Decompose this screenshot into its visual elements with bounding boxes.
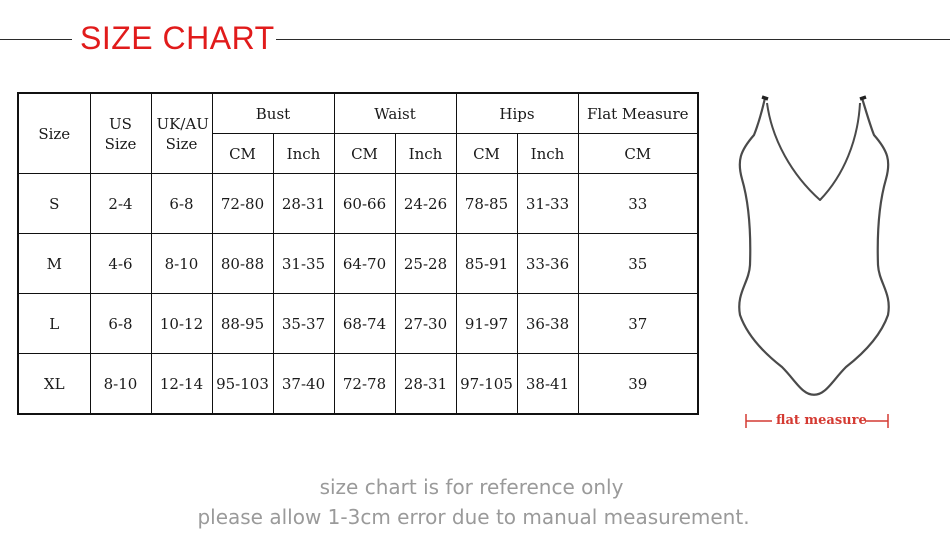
table-row (18, 354, 698, 415)
cell-bust-inch: 37-40 (273, 354, 334, 415)
cell-waist-cm: 68-74 (334, 294, 395, 354)
cell-uk-au-size: 12-14 (151, 354, 212, 415)
cell-bust-cm: 80-88 (212, 234, 273, 294)
cell-hips-cm: 91-97 (456, 294, 517, 354)
header-us-size: US Size (90, 93, 151, 174)
cell-uk-au-size: 6-8 (151, 174, 212, 234)
cell-waist-cm: 72-78 (334, 354, 395, 415)
table-row (18, 174, 698, 234)
header-size: Size (18, 93, 90, 174)
cell-hips-inch: 33-36 (517, 234, 578, 294)
table-row (18, 294, 698, 354)
unit-flat-cm: CM (578, 134, 698, 174)
cell-waist-inch: 24-26 (395, 174, 456, 234)
header-hips: Hips (456, 93, 578, 134)
header-flat-measure: Flat Measure (578, 93, 698, 134)
header-bust: Bust (212, 93, 334, 134)
cell-flat-cm: 39 (578, 354, 698, 415)
cell-waist-inch: 27-30 (395, 294, 456, 354)
cell-hips-cm: 78-85 (456, 174, 517, 234)
cell-us-size: 6-8 (90, 294, 151, 354)
cell-waist-cm: 60-66 (334, 174, 395, 234)
cell-size: M (18, 234, 90, 294)
cell-flat-cm: 35 (578, 234, 698, 294)
reference-note: size chart is for reference only (319, 475, 624, 499)
cell-hips-inch: 38-41 (517, 354, 578, 415)
unit-bust-cm: CM (212, 134, 273, 174)
cell-bust-cm: 95-103 (212, 354, 273, 415)
cell-hips-cm: 97-105 (456, 354, 517, 415)
cell-waist-cm: 64-70 (334, 234, 395, 294)
header-rule-left (0, 39, 72, 40)
table-row (18, 234, 698, 294)
header-waist: Waist (334, 93, 456, 134)
size-chart-table (17, 92, 699, 415)
cell-size: S (18, 174, 90, 234)
cell-hips-inch: 31-33 (517, 174, 578, 234)
cell-size: L (18, 294, 90, 354)
cell-flat-cm: 37 (578, 294, 698, 354)
cell-bust-inch: 35-37 (273, 294, 334, 354)
cell-uk-au-size: 10-12 (151, 294, 212, 354)
cell-size: XL (18, 354, 90, 415)
unit-waist-inch: Inch (395, 134, 456, 174)
cell-us-size: 2-4 (90, 174, 151, 234)
cell-bust-inch: 28-31 (273, 174, 334, 234)
header-uk-au-size: UK/AU Size (151, 93, 212, 174)
header-rule-right (276, 39, 950, 40)
unit-waist-cm: CM (334, 134, 395, 174)
cell-waist-inch: 28-31 (395, 354, 456, 415)
cell-bust-inch: 31-35 (273, 234, 334, 294)
header-row (18, 93, 698, 134)
cell-uk-au-size: 8-10 (151, 234, 212, 294)
page-title: SIZE CHART (80, 20, 275, 56)
unit-hips-cm: CM (456, 134, 517, 174)
cell-us-size: 8-10 (90, 354, 151, 415)
swimsuit-outline-icon (732, 95, 897, 400)
cell-waist-inch: 25-28 (395, 234, 456, 294)
cell-bust-cm: 72-80 (212, 174, 273, 234)
cell-us-size: 4-6 (90, 234, 151, 294)
unit-hips-inch: Inch (517, 134, 578, 174)
cell-flat-cm: 33 (578, 174, 698, 234)
cell-bust-cm: 88-95 (212, 294, 273, 354)
unit-bust-inch: Inch (273, 134, 334, 174)
cell-hips-inch: 36-38 (517, 294, 578, 354)
header (0, 0, 950, 80)
cell-hips-cm: 85-91 (456, 234, 517, 294)
flat-measure-label: flat measure (776, 413, 867, 428)
error-note: please allow 1-3cm error due to manual measurement. (197, 505, 750, 529)
